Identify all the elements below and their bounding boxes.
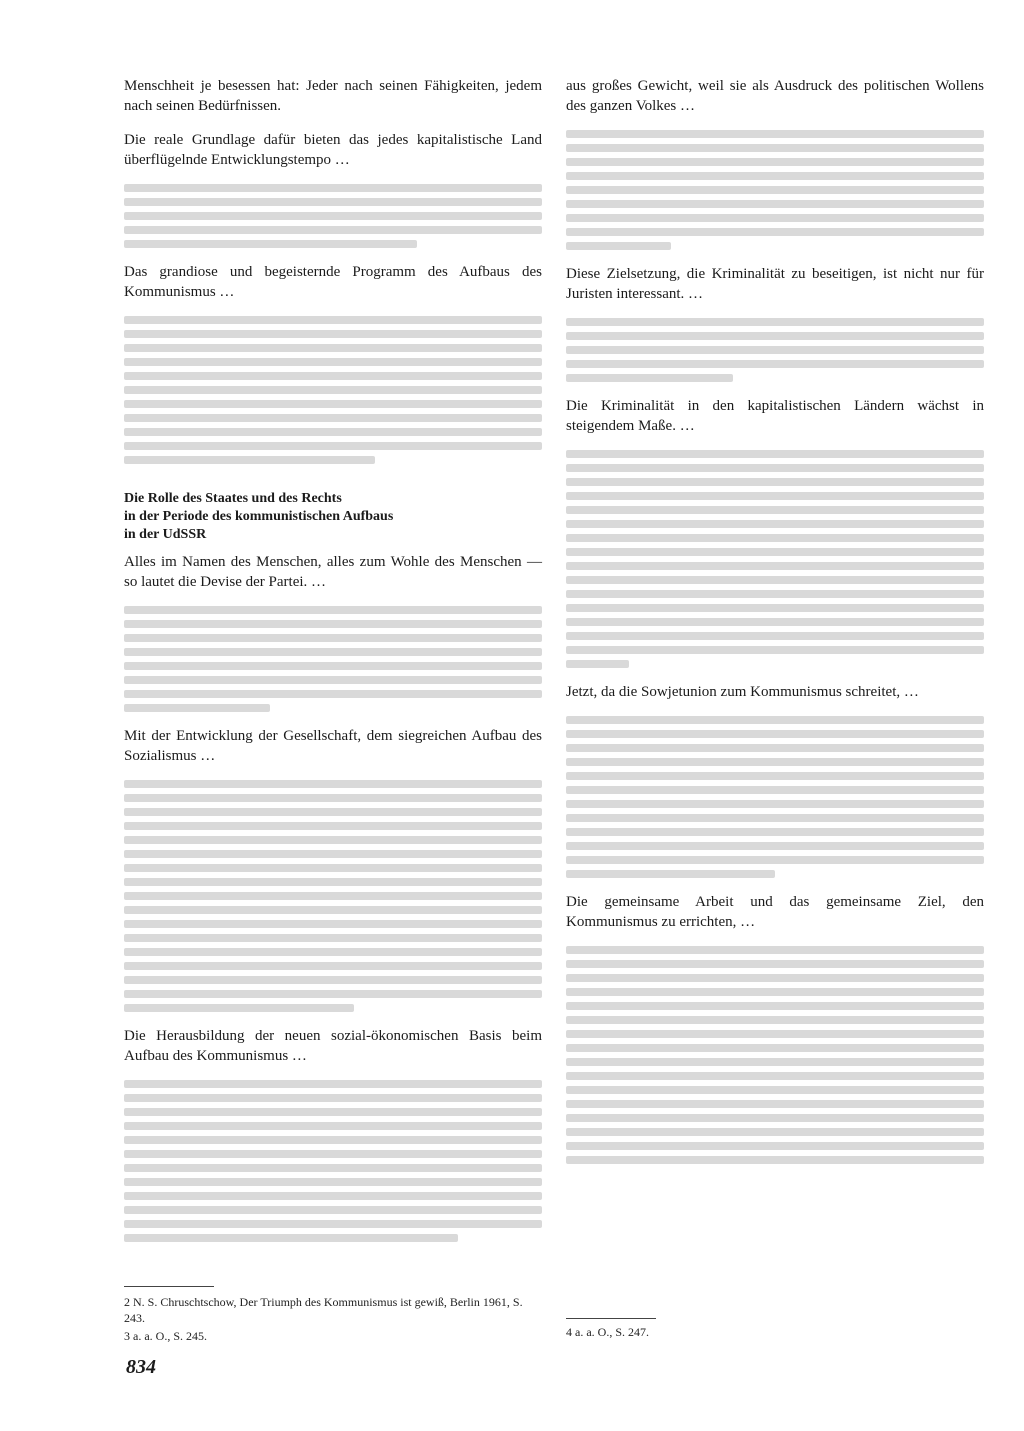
left-column	[124, 76, 542, 1256]
text-placeholder	[124, 606, 542, 712]
text-placeholder	[566, 450, 984, 668]
footnotes-right	[566, 1324, 984, 1342]
right-column	[566, 76, 984, 1178]
paragraph: Die reale Grundlage dafür bieten das jedes kapitalistische Land überflügelnde Entwicklungstempo …	[124, 132, 542, 168]
footnote-rule	[566, 1318, 656, 1319]
text-placeholder	[566, 716, 984, 878]
text-placeholder	[566, 130, 984, 250]
paragraph: aus großes Gewicht, weil sie als Ausdruck des politischen Wollens des ganzen Volkes …	[566, 78, 984, 114]
paragraph: Mit der Entwicklung der Gesellschaft, dem siegreichen Aufbau des Sozialismus …	[124, 728, 542, 764]
page-number: 834	[126, 1356, 156, 1378]
paragraph: Menschheit je besessen hat: Jeder nach seinen Fähigkeiten, jedem nach seinen Bedürfnissen.	[124, 78, 542, 114]
text-placeholder	[124, 1080, 542, 1242]
text-placeholder	[566, 946, 984, 1164]
footnote: 2 N. S. Chruschtschow, Der Triumph des Kommunismus ist gewiß, Berlin 1961, S. 243.	[124, 1295, 523, 1325]
section-heading: Die Rolle des Staates und des Rechts in der Periode des kommunistischen Aufbaus in der UdSSR	[124, 491, 394, 542]
text-placeholder	[124, 316, 542, 464]
paragraph: Alles im Namen des Menschen, alles zum Wohle des Menschen — so lautet die Devise der Partei. …	[124, 554, 542, 590]
paragraph: Diese Zielsetzung, die Kriminalität zu beseitigen, ist nicht nur für Juristen interessant. …	[566, 266, 984, 302]
text-placeholder	[566, 318, 984, 382]
text-placeholder	[124, 184, 542, 248]
paragraph: Die gemeinsame Arbeit und das gemeinsame Ziel, den Kommunismus zu errichten, …	[566, 894, 984, 930]
footnotes-left	[124, 1294, 542, 1346]
paragraph: Das grandiose und begeisternde Programm des Aufbaus des Kommunismus …	[124, 264, 542, 300]
paragraph: Die Herausbildung der neuen sozial-ökonomischen Basis beim Aufbau des Kommunismus …	[124, 1028, 542, 1064]
footnote-rule	[124, 1286, 214, 1287]
text-placeholder	[124, 780, 542, 1012]
paragraph: Die Kriminalität in den kapitalistischen Ländern wächst in steigendem Maße. …	[566, 398, 984, 434]
footnote: 3 a. a. O., S. 245.	[124, 1329, 207, 1343]
footnote: 4 a. a. O., S. 247.	[566, 1325, 649, 1339]
paragraph: Jetzt, da die Sowjetunion zum Kommunismus schreitet, …	[566, 684, 919, 700]
